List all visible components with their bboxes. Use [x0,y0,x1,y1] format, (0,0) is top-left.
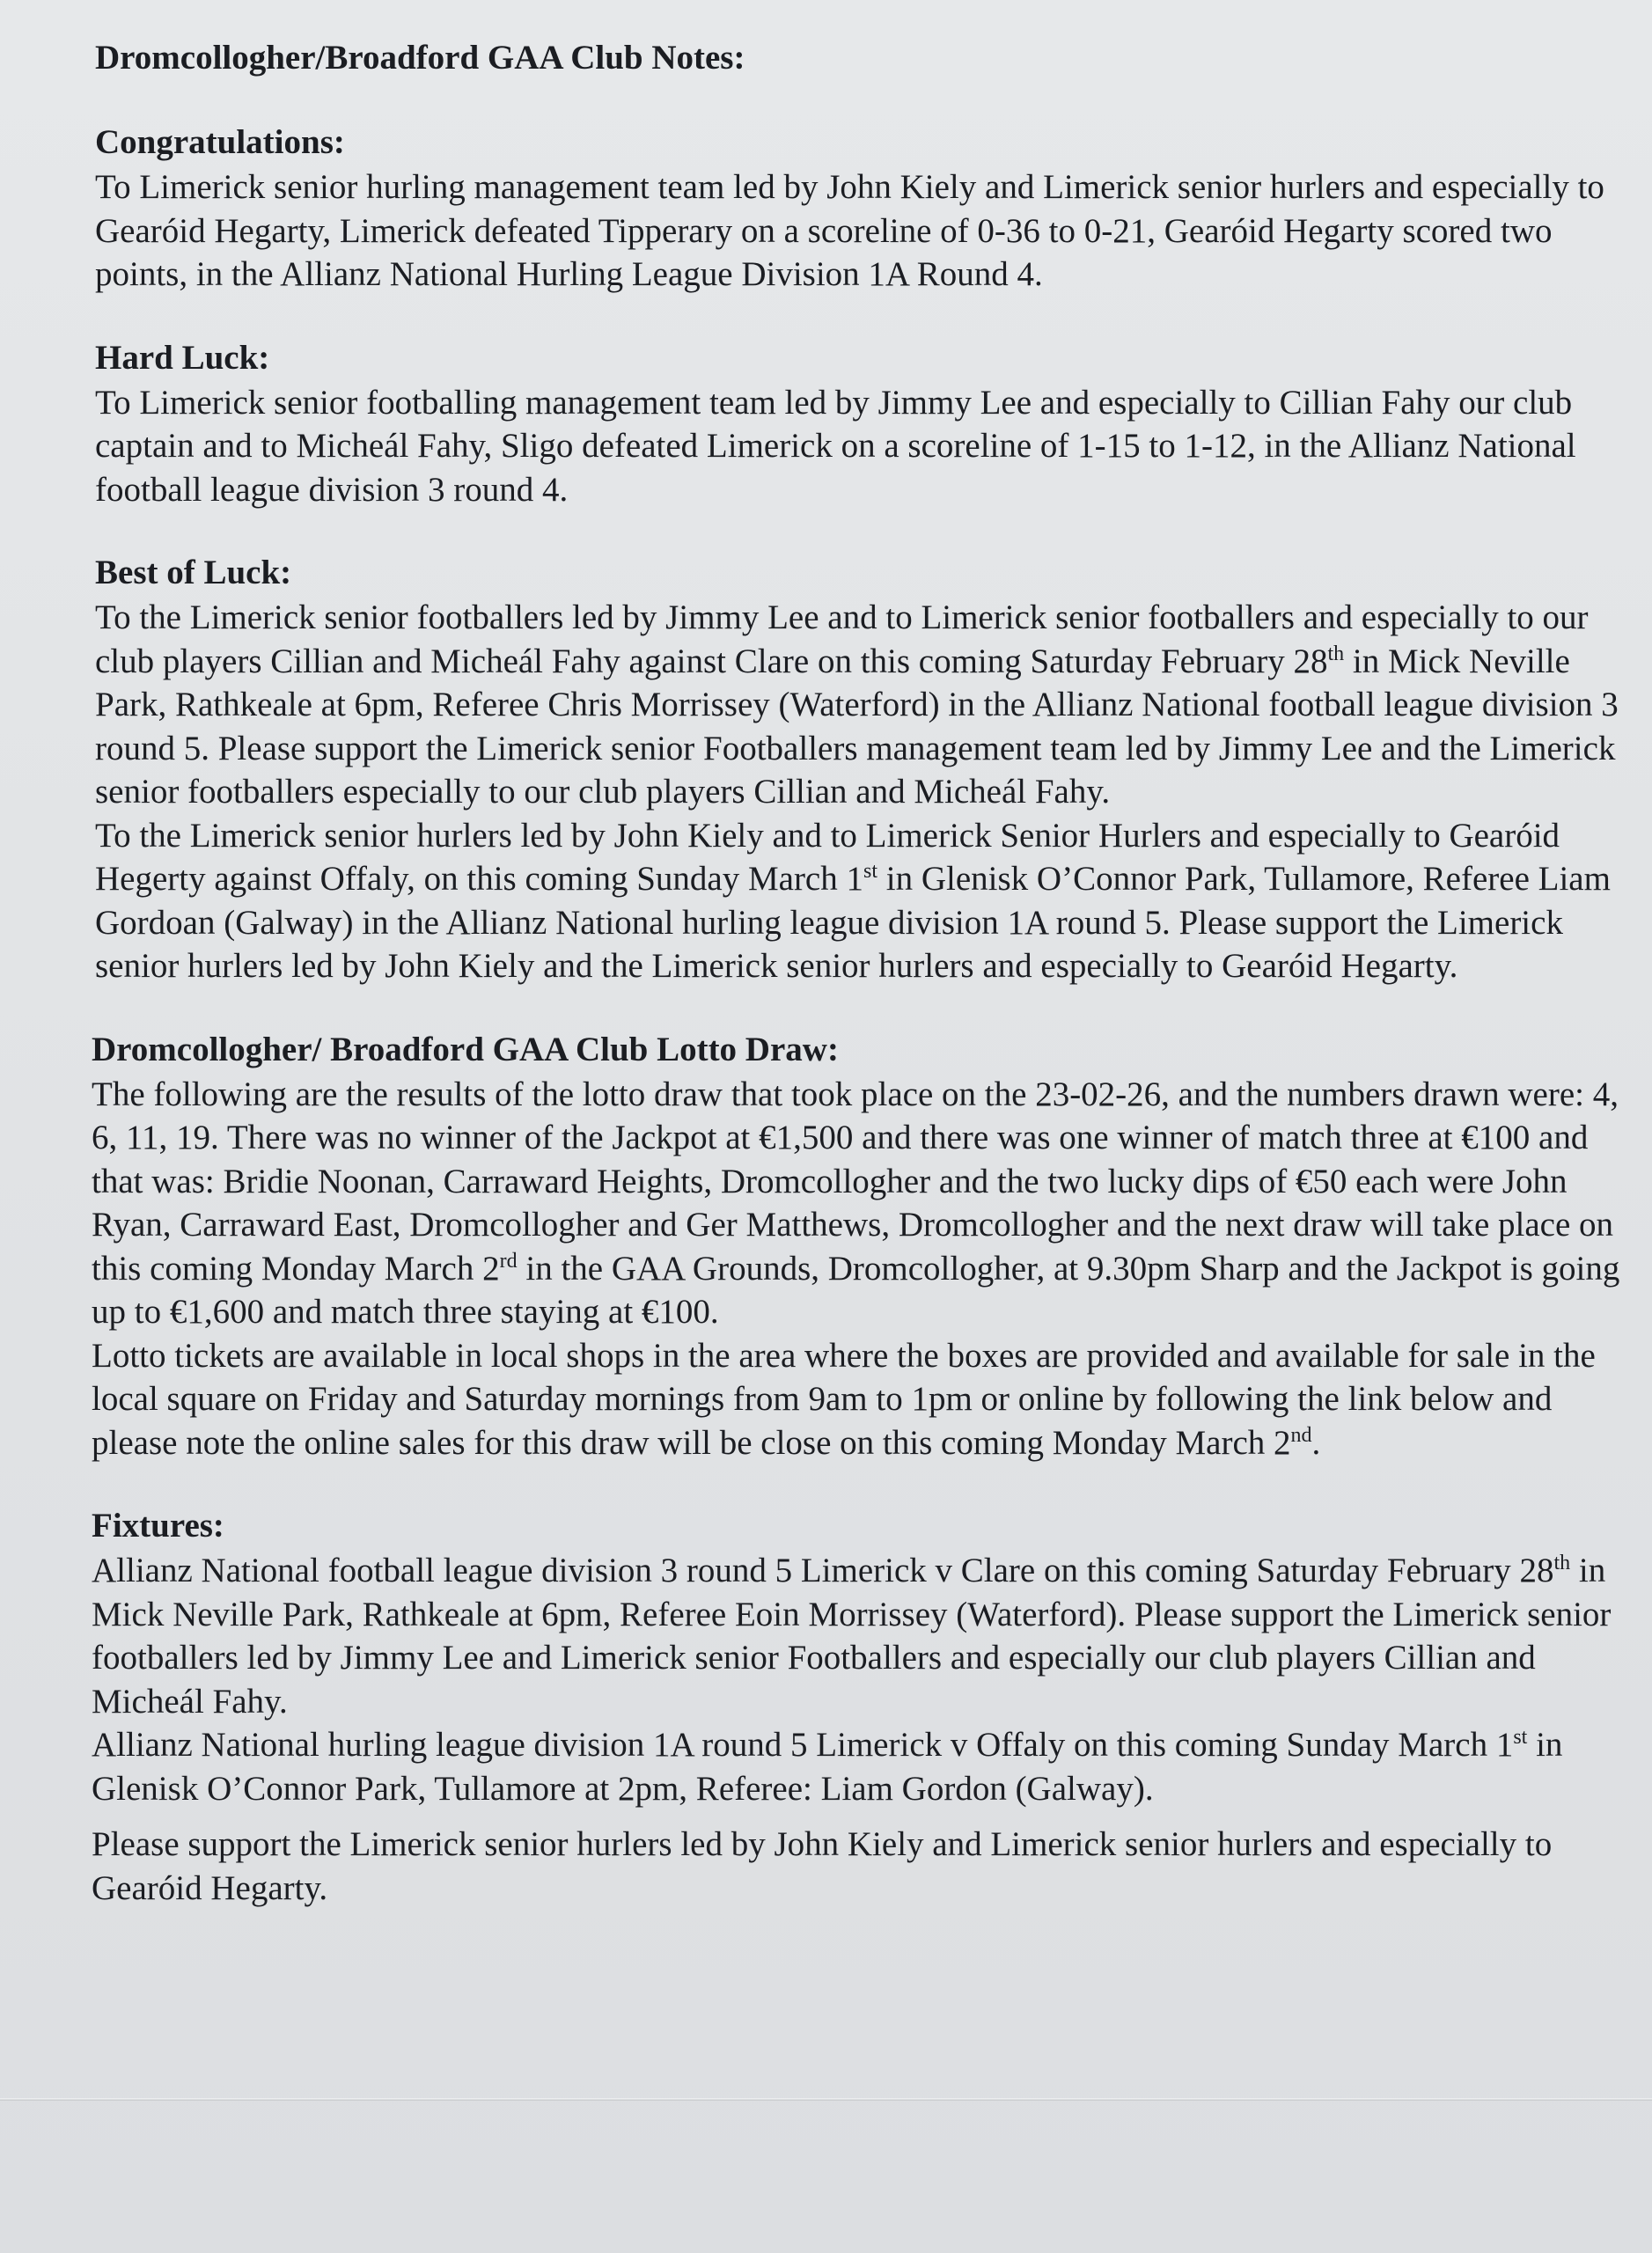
lotto-tickets-text-a: Lotto tickets are available in local shops in the area where the boxes are provided and available for sale in the local square on Friday and Saturday mornings from 9am to 1pm or online by following the link below and please note the online sales for this draw will be close on this coming Monday March 2 [92,1336,1596,1462]
best-of-luck-hurling-text-a: To the Limerick senior hurlers led by John Kiely and to Limerick Senior Hurlers and especially to Gearóid Hegerty against Offaly, on this coming Sunday March 1 [95,816,1560,898]
closing-support-section [92,1823,1623,1910]
ordinal-suffix: st [1513,1726,1528,1749]
page-title: Dromcollogher/Broadford GAA Club Notes: [95,39,745,77]
lotto-tickets-text-b: . [1311,1423,1321,1462]
best-of-luck-football-paragraph [95,596,1623,814]
paper-fold-line [0,2098,1652,2101]
fixtures-hurling-text-b: in Glenisk O’Connor Park, Tullamore at 2pm, Referee: Liam Gordon (Galway). [92,1726,1563,1808]
fixtures-section [92,1503,1623,1810]
fixtures-hurling-text-a: Allianz National hurling league division 1A round 5 Limerick v Offaly on this coming Sunday March 1 [92,1726,1514,1764]
lotto-section [92,1027,1623,1465]
fixtures-heading: Fixtures: [92,1507,224,1545]
ordinal-suffix: st [863,860,878,883]
best-of-luck-heading: Best of Luck: [95,554,292,591]
fixtures-football-text-a: Allianz National football league division 3 round 5 Limerick v Clare on this coming Saturday February 28 [92,1552,1554,1589]
congratulations-text: To Limerick senior hurling management team led by John Kiely and Limerick senior hurlers and especially to Gearóid Hegarty, Limerick defeated Tipperary on a scoreline of 0-36 to 0-21, Gearóid Hegarty scored two points, in the Allianz National Hurling League Division 1A Round 4. [95,168,1604,293]
hard-luck-section [95,335,1623,512]
congratulations-heading: Congratulations: [95,123,345,161]
closing-support-text: Please support the Limerick senior hurlers led by John Kiely and Limerick senior hurlers and especially to Gearóid Hegarty. [92,1825,1553,1907]
lotto-tickets-paragraph [92,1334,1623,1465]
ordinal-suffix: th [1327,642,1345,665]
best-of-luck-section [95,550,1623,988]
best-of-luck-football-text-b: in Mick Neville Park, Rathkeale at 6pm, Referee Chris Morrissey (Waterford) in the Allianz National football league division 3 round 5. Please support the Limerick senior Footballers management team led by Jimmy Lee and the Limerick senior footballers especially to our club players Cillian and Micheál Fahy. [95,642,1619,811]
ordinal-suffix: rd [499,1249,518,1273]
congratulations-section [95,120,1623,297]
fixtures-football-text-b: in Mick Neville Park, Rathkeale at 6pm, Referee Eoin Morrissey (Waterford). Please support the Limerick senior footballers led by Jimmy Lee and Limerick senior Footballers and especially our club players Cillian and Micheál Fahy. [92,1552,1612,1721]
best-of-luck-football-text-a: To the Limerick senior footballers led by Jimmy Lee and to Limerick senior footballers and especially to our club players Cillian and Micheál Fahy against Clare on this coming Saturday February 28 [95,598,1589,680]
ordinal-suffix: th [1553,1552,1571,1574]
lotto-results-paragraph [92,1073,1623,1334]
fixtures-hurling-paragraph [92,1723,1623,1810]
ordinal-suffix: nd [1290,1423,1312,1447]
hard-luck-text: To Limerick senior footballing management team led by Jimmy Lee and especially to Cillian Fahy our club captain and to Micheál Fahy, Sligo defeated Limerick on a scoreline of 1-15 to 1-12, in the Allianz National football league division 3 round 4. [95,383,1576,509]
best-of-luck-hurling-paragraph [95,814,1623,988]
best-of-luck-hurling-text-b: in Glenisk O’Connor Park, Tullamore, Referee Liam Gordoan (Galway) in the Allianz National hurling league division 1A round 5. Please support the Limerick senior hurlers led by John Kiely and the Limerick senior hurlers and especially to Gearóid Hegarty. [95,860,1611,985]
fixtures-football-paragraph [92,1549,1623,1723]
hard-luck-heading: Hard Luck: [95,338,270,377]
lotto-heading: Dromcollogher/ Broadford GAA Club Lotto Draw: [92,1030,839,1068]
lotto-results-text-a: The following are the results of the lotto draw that took place on the 23-02-26, and the numbers drawn were: 4, 6, 11, 19. There was no winner of the Jackpot at €1,500 and there was one winner of match three at €100 and that was: Bridie Noonan, Carraward Heights, Dromcollogher and the two lucky dips of €50 each were John Ryan, Carraward East, Dromcollogher and Ger Matthews, Dromcollogher and the next draw will take place on this coming Monday March 2 [92,1075,1619,1288]
lotto-results-text-b: in the GAA Grounds, Dromcollogher, at 9.30pm Sharp and the Jackpot is going up to €1,600 and match three staying at €100. [92,1249,1620,1331]
club-notes [92,35,1623,1948]
